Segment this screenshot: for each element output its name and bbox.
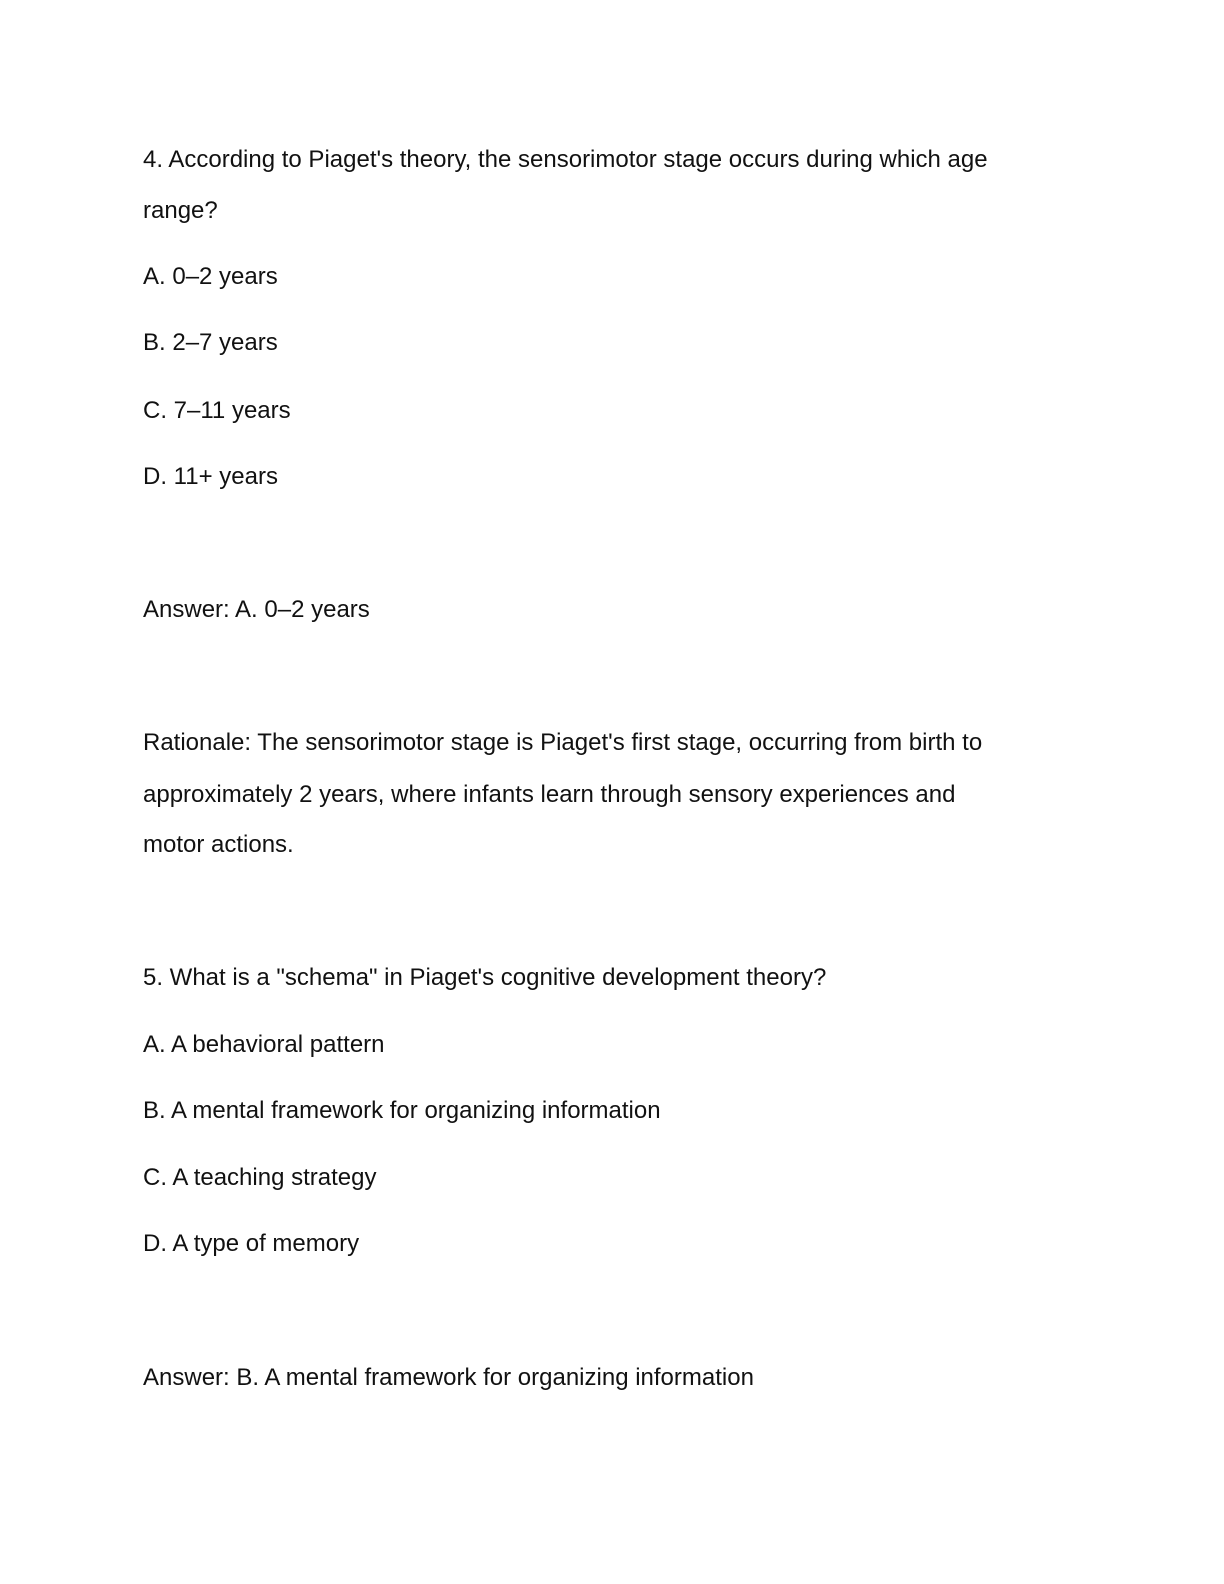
question-4-option-b: B. 2–7 years [143,329,278,356]
question-4-option-d: D. 11+ years [143,463,278,490]
question-4-option-a: A. 0–2 years [143,263,278,290]
question-5-option-b: B. A mental framework for organizing information [143,1097,661,1124]
question-4-option-c: C. 7–11 years [143,397,291,424]
question-5-answer: Answer: B. A mental framework for organizing information [143,1364,754,1391]
question-4-text-line2: range? [143,197,218,224]
question-5-option-c: C. A teaching strategy [143,1164,377,1191]
question-5-option-a: A. A behavioral pattern [143,1031,385,1058]
question-4-text-line1: 4. According to Piaget's theory, the sensorimotor stage occurs during which age [143,146,988,173]
question-5-option-d: D. A type of memory [143,1230,360,1257]
question-5-text: 5. What is a "schema" in Piaget's cognitive development theory? [143,964,827,991]
question-4-rationale-line3: motor actions. [143,831,294,858]
question-4-rationale-line1: Rationale: The sensorimotor stage is Piaget's first stage, occurring from birth to [143,729,983,756]
question-4-answer: Answer: A. 0–2 years [143,596,370,623]
question-4-rationale-line2: approximately 2 years, where infants learn through sensory experiences and [143,781,956,808]
